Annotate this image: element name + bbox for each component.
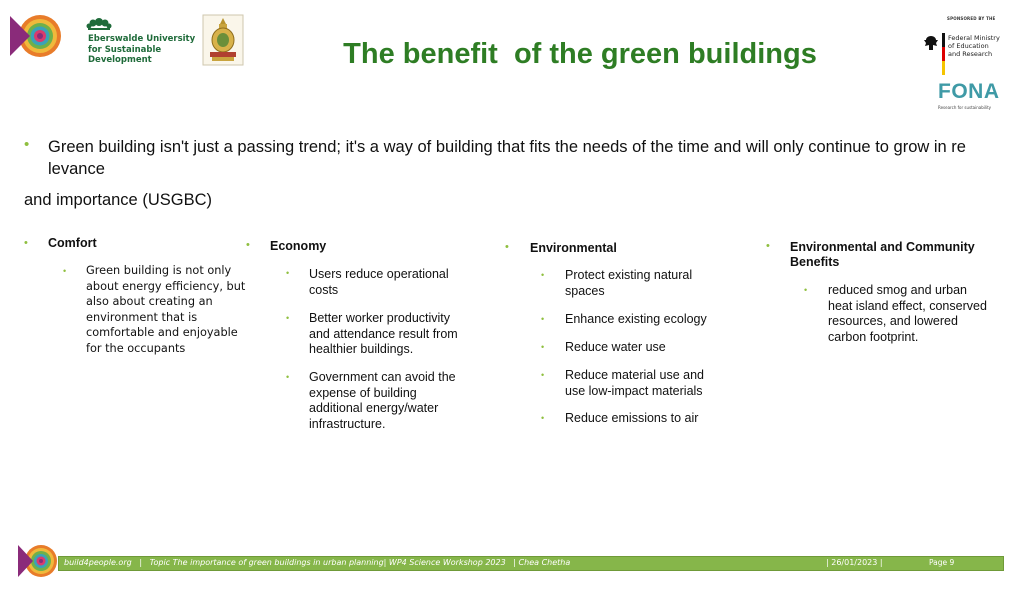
page-title: The benefit of the green buildings bbox=[343, 38, 817, 70]
bullet-icon: • bbox=[63, 266, 67, 276]
page-number: Page 9 bbox=[929, 558, 955, 567]
column-heading-comfort: Comfort bbox=[48, 236, 97, 250]
bullet-icon: • bbox=[541, 342, 545, 352]
list-item: Protect existing natural spaces bbox=[565, 268, 693, 298]
column-heading-community: Environmental and Community Benefits bbox=[790, 240, 975, 269]
footer-text: build4people.org | Topic The importance of green buildings in urban planning| WP4 Science Workshop 2023 | Chea Chetha bbox=[64, 558, 571, 567]
list-item: Reduce material use and use low-impact materials bbox=[565, 368, 704, 398]
sponsor-label: SPONSORED BY THE bbox=[947, 16, 996, 21]
fona-logo: FONA bbox=[938, 80, 1000, 103]
list-item: Government can avoid the expense of building additional energy/water infrastructure. bbox=[309, 370, 456, 431]
bullet-icon: • bbox=[804, 285, 808, 295]
bullet-icon: • bbox=[246, 239, 250, 251]
ministry-name bbox=[948, 34, 1018, 58]
build4people-logo bbox=[8, 14, 62, 60]
list-item: Better worker productivity and attendance result from healthier buildings. bbox=[309, 311, 458, 356]
german-flag-stripe bbox=[942, 33, 945, 75]
column-heading-economy: Economy bbox=[270, 239, 327, 253]
bullet-icon: • bbox=[286, 372, 290, 382]
list-item: Green building is not only about energy efficiency, but also about creating an environment that is comfortable and enjoyable for the occupants bbox=[86, 264, 246, 355]
build4people-footer-logo bbox=[16, 543, 58, 579]
list-item: Reduce emissions to air bbox=[565, 411, 699, 425]
bullet-icon: • bbox=[541, 270, 545, 280]
list-item: Enhance existing ecology bbox=[565, 312, 707, 326]
university-name bbox=[88, 34, 198, 66]
footer-date: | 26/01/2023 | bbox=[826, 558, 883, 567]
fona-subtitle: Research for sustainability bbox=[938, 105, 992, 110]
bullet-icon: • bbox=[541, 413, 545, 423]
royal-emblem bbox=[202, 14, 244, 66]
bullet-icon: • bbox=[286, 268, 290, 278]
university-line: for Sustainable bbox=[88, 44, 162, 55]
german-eagle-icon bbox=[923, 34, 939, 52]
ministry-line: and Research bbox=[948, 50, 993, 58]
eberswalde-logo bbox=[84, 13, 114, 33]
bullet-icon: • bbox=[24, 136, 30, 153]
bullet-icon: • bbox=[505, 241, 509, 253]
university-line: Development bbox=[88, 55, 152, 65]
list-item: Users reduce operational costs bbox=[309, 267, 449, 297]
ministry-line: of Education bbox=[948, 42, 989, 50]
bullet-icon: • bbox=[766, 240, 770, 252]
bullet-icon: • bbox=[24, 237, 28, 249]
bullet-icon: • bbox=[286, 313, 290, 323]
bullet-icon: • bbox=[541, 314, 545, 324]
intro-text-continued: and importance (USGBC) bbox=[24, 191, 212, 209]
list-item: reduced smog and urban heat island effect, conserved resources, and lowered carbon footprint. bbox=[828, 283, 987, 344]
ministry-line: Federal Ministry bbox=[948, 34, 1000, 42]
column-heading-environmental: Environmental bbox=[530, 241, 617, 255]
bullet-icon: • bbox=[541, 370, 545, 380]
list-item: Reduce water use bbox=[565, 340, 666, 354]
university-line: Eberswalde University bbox=[88, 34, 196, 44]
intro-text: Green building isn't just a passing trend; it's a way of building that fits the needs of the time and will only continue to grow in re levance bbox=[48, 138, 966, 178]
